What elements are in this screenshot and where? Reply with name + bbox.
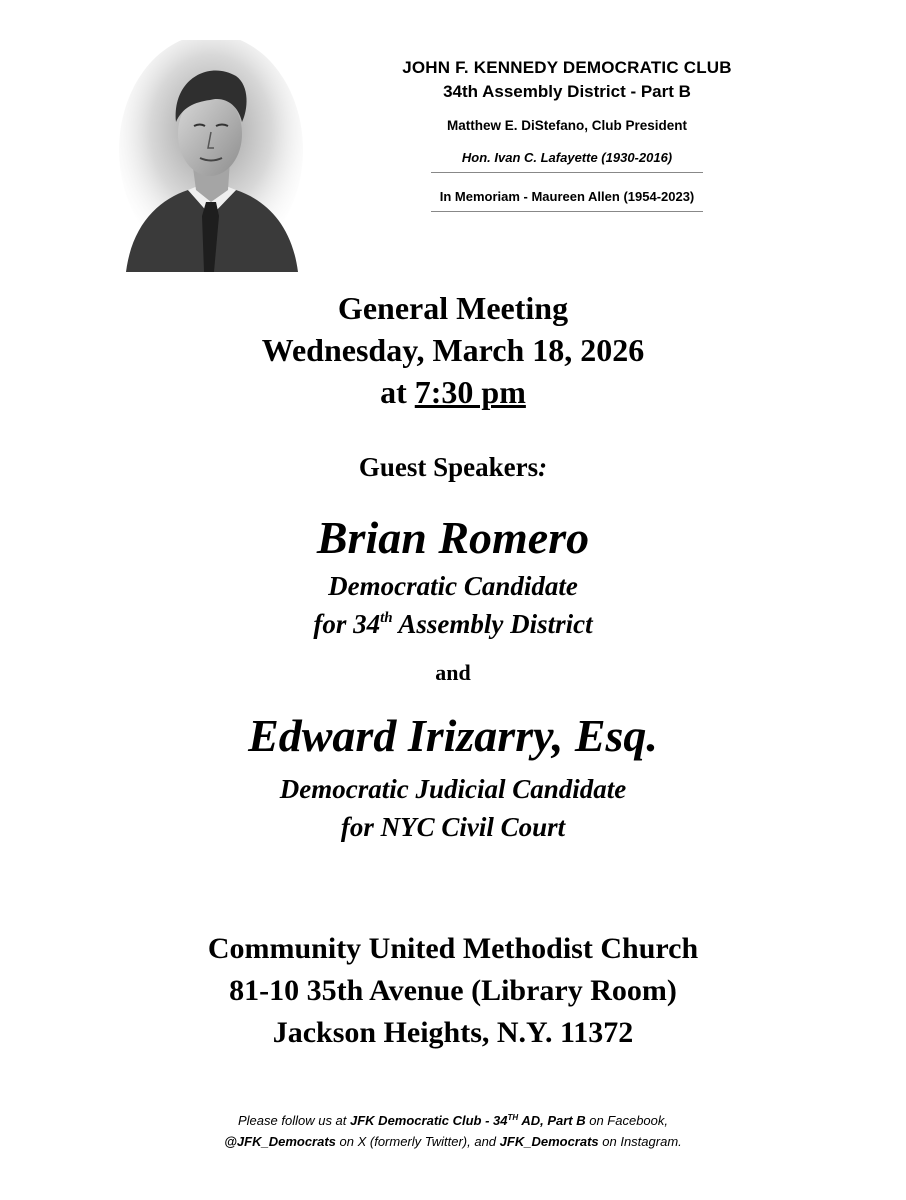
x-handle: @JFK_Democrats bbox=[224, 1134, 336, 1149]
speaker-description-1 bbox=[0, 567, 906, 643]
footer-line-2 bbox=[0, 1131, 906, 1152]
social-media-footer bbox=[0, 1110, 906, 1152]
speaker-2-role: Democratic Judicial Candidate bbox=[279, 774, 627, 804]
speaker-2-court: for NYC Civil Court bbox=[340, 812, 566, 842]
speaker-1-district-suffix: Assembly District bbox=[392, 609, 593, 639]
meeting-date: Wednesday, March 18, 2026 bbox=[261, 332, 645, 368]
meeting-time-prefix: at bbox=[380, 374, 407, 410]
ordinal-suffix: th bbox=[380, 610, 393, 626]
club-name: JOHN F. KENNEDY DEMOCRATIC CLUB bbox=[402, 58, 732, 77]
jfk-portrait-image bbox=[118, 40, 304, 272]
conjunction-and: and bbox=[435, 660, 471, 685]
guest-speakers-heading bbox=[0, 452, 906, 483]
footer-text: on Instagram. bbox=[598, 1134, 682, 1149]
venue-info bbox=[0, 928, 906, 1054]
facebook-page-text: JFK Democratic Club - 34 bbox=[350, 1113, 508, 1128]
meeting-info bbox=[0, 287, 906, 413]
club-president: Matthew E. DiStefano, Club President bbox=[446, 118, 688, 133]
meeting-time-line bbox=[0, 371, 906, 413]
instagram-handle: JFK_Democrats bbox=[499, 1134, 599, 1149]
speaker-description-2 bbox=[0, 770, 906, 846]
footer-line-1 bbox=[0, 1110, 906, 1131]
facebook-page-end: AD, Part B bbox=[518, 1113, 586, 1128]
heading-colon: : bbox=[538, 452, 548, 482]
meeting-title: General Meeting bbox=[337, 290, 569, 326]
facebook-ordinal: TH bbox=[507, 1113, 519, 1122]
guest-speakers-label: Guest Speakers bbox=[358, 452, 539, 482]
meeting-time: 7:30 pm bbox=[414, 374, 526, 410]
assembly-district: 34th Assembly District - Part B bbox=[443, 82, 691, 101]
speaker-name-2: Edward Irizarry, Esq. bbox=[248, 710, 658, 761]
venue-city: Jackson Heights, N.Y. 11372 bbox=[272, 1016, 634, 1049]
in-memoriam: In Memoriam - Maureen Allen (1954-2023) bbox=[439, 189, 695, 204]
club-header bbox=[350, 56, 784, 212]
honorary-member: Hon. Ivan C. Lafayette (1930-2016) bbox=[461, 150, 673, 165]
divider bbox=[431, 211, 703, 212]
speaker-1-role: Democratic Candidate bbox=[328, 571, 578, 601]
speaker-1-district bbox=[0, 605, 906, 643]
venue-name: Community United Methodist Church bbox=[207, 932, 699, 965]
footer-text: on Facebook, bbox=[585, 1113, 668, 1128]
divider bbox=[431, 172, 703, 173]
venue-address: 81-10 35th Avenue (Library Room) bbox=[229, 974, 677, 1007]
facebook-page-name bbox=[350, 1113, 586, 1128]
footer-text: Please follow us at bbox=[238, 1113, 351, 1128]
footer-text: on X (formerly Twitter), and bbox=[335, 1134, 500, 1149]
speaker-name-1: Brian Romero bbox=[316, 512, 590, 563]
speaker-1-district-prefix: for 34 bbox=[313, 609, 381, 639]
